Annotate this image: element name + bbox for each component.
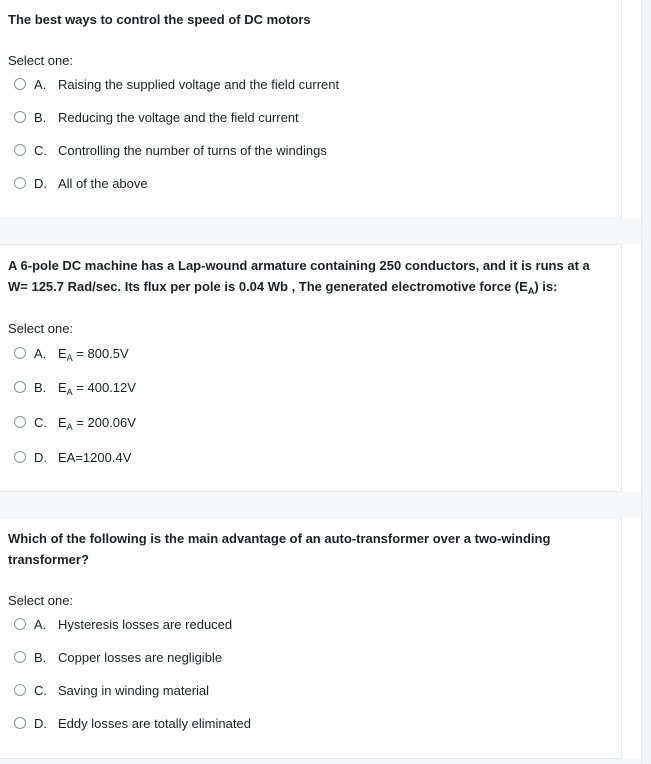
option-letter: A.: [34, 345, 47, 361]
option-letter: B.: [34, 649, 47, 665]
question-3-option-a[interactable]: [14, 614, 232, 634]
option-text: Saving in winding material: [58, 682, 210, 698]
radio-button[interactable]: [14, 451, 26, 463]
option-letter: C.: [34, 142, 47, 158]
question-1-option-b[interactable]: [14, 107, 299, 127]
radio-button[interactable]: [14, 717, 26, 729]
radio-button[interactable]: [14, 651, 26, 663]
option-text: Controlling the number of turns of the windings: [58, 142, 327, 158]
question-3-select-label: Select one:: [8, 593, 74, 608]
radio-button[interactable]: [14, 684, 26, 696]
option-text: Raising the supplied voltage and the field current: [58, 76, 340, 92]
option-letter: B.: [34, 109, 47, 125]
question-3-text: [8, 528, 608, 570]
page-bottom-margin: [0, 759, 641, 764]
question-3-option-c[interactable]: [14, 680, 209, 700]
radio-button[interactable]: [14, 111, 26, 123]
question-2-text: [8, 255, 608, 297]
question-separator: [0, 219, 641, 244]
question-2-option-b[interactable]: [14, 377, 136, 397]
option-letter: D.: [34, 715, 47, 731]
question-3-option-d[interactable]: [14, 713, 251, 733]
option-letter: A.: [34, 616, 47, 632]
option-letter: A.: [34, 76, 47, 92]
option-text: $E_A = 400.12V$: [58, 379, 136, 397]
radio-button[interactable]: [14, 618, 26, 630]
question-2-line-1: A 6-pole DC machine has a Lap-wound armature containing 250 conductors, and it is runs at a: [8, 258, 590, 273]
option-text: $E_A = 800.5V$: [58, 345, 129, 363]
option-text: Eddy losses are totally eliminated: [58, 715, 251, 731]
radio-button[interactable]: [14, 347, 26, 359]
option-text: Hysteresis losses are reduced: [58, 616, 233, 632]
question-2-option-a[interactable]: [14, 343, 129, 363]
radio-button[interactable]: [14, 177, 26, 189]
question-3-line-2: transformer?: [8, 552, 89, 567]
question-2-option-d[interactable]: [14, 447, 131, 467]
option-text: Reducing the voltage and the field current: [58, 109, 299, 125]
question-2-option-c[interactable]: [14, 412, 136, 432]
question-3-option-b[interactable]: [14, 647, 222, 667]
option-text: $E_A = 200.06V$: [58, 414, 136, 432]
question-2-select-label: Select one:: [8, 321, 74, 336]
option-letter: D.: [34, 449, 47, 465]
option-letter: B.: [34, 379, 47, 395]
option-letter: D.: [34, 175, 47, 191]
question-3-line-1: Which of the following is the main advantage of an auto-transformer over a two-winding: [8, 531, 551, 546]
question-2-line-2: W= 125.7 Rad/sec. Its flux per pole is 0.04 Wb , The generated electromotive force $(E_A)$ is:: [8, 279, 558, 296]
radio-button[interactable]: [14, 144, 26, 156]
radio-button[interactable]: [14, 416, 26, 428]
question-separator: [0, 492, 641, 517]
option-text: Copper losses are negligible: [58, 649, 223, 665]
question-1-option-a[interactable]: [14, 74, 339, 94]
question-1-option-c[interactable]: [14, 140, 327, 160]
option-text: All of the above: [58, 175, 148, 191]
question-1-select-label: Select one:: [8, 53, 74, 68]
option-text: EA=1200.4V: [58, 449, 132, 465]
question-1-text: The best ways to control the speed of DC motors: [8, 12, 311, 27]
option-letter: C.: [34, 682, 47, 698]
radio-button[interactable]: [14, 78, 26, 90]
option-letter: C.: [34, 414, 47, 430]
question-1-option-d[interactable]: [14, 173, 148, 193]
page-scroll-gutter: [641, 0, 651, 764]
radio-button[interactable]: [14, 381, 26, 393]
